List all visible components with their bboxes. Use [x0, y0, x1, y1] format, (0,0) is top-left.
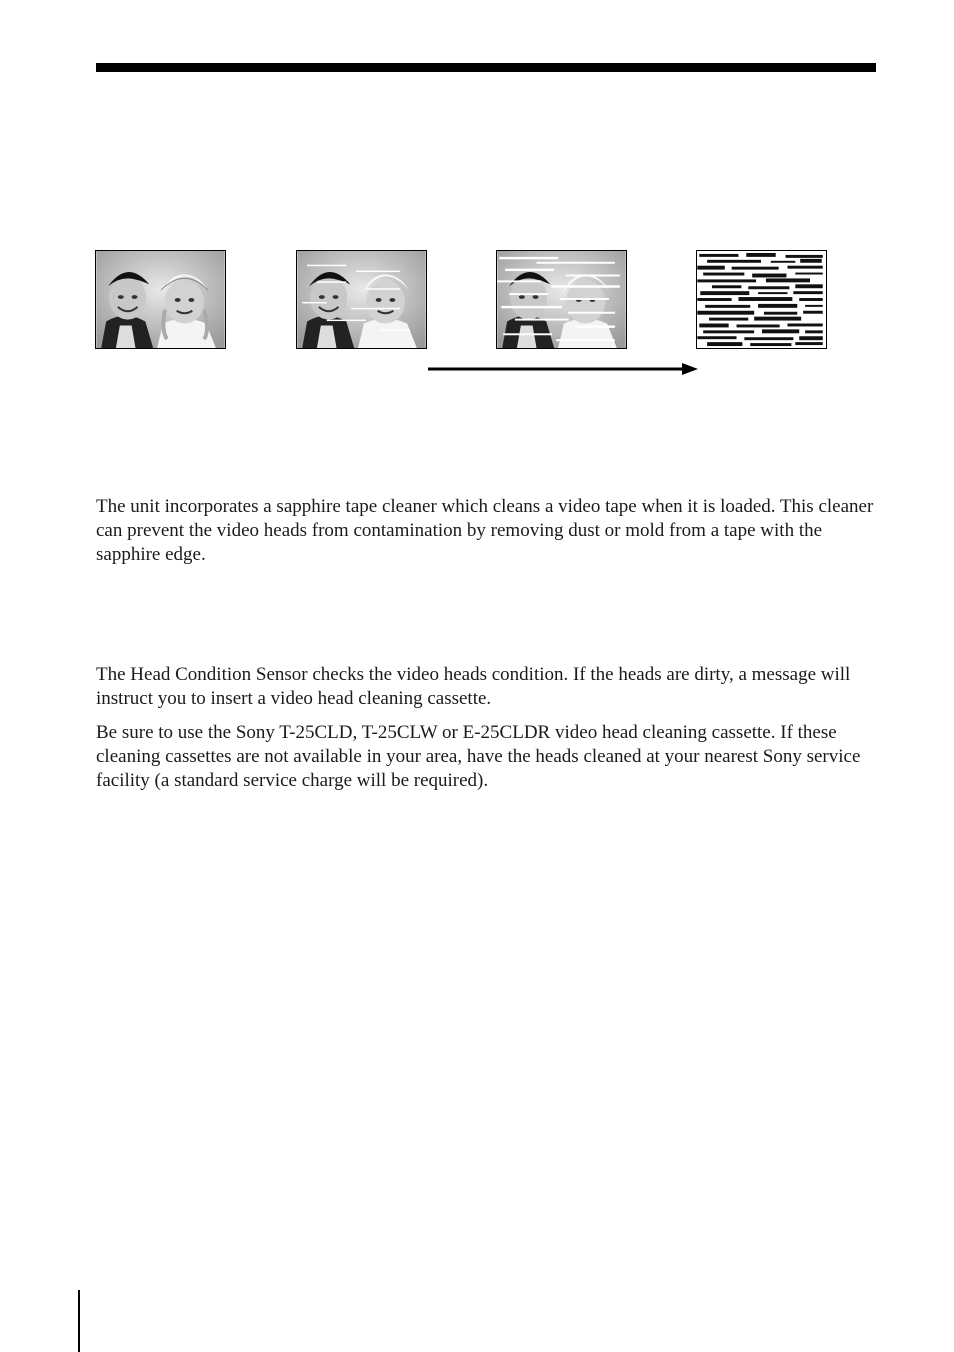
- picture-frame-snow-noise: [696, 250, 827, 349]
- progression-arrow-icon: [428, 362, 698, 376]
- top-rule: [96, 63, 876, 72]
- picture-frame-clean: [95, 250, 226, 349]
- kids-photo-clean-image: [96, 251, 225, 348]
- kids-photo-heavy-noise-image: [497, 251, 626, 348]
- snow-noise-image: [697, 251, 826, 348]
- picture-frame-heavy-noise: [496, 250, 627, 349]
- kids-photo-slight-noise-image: [297, 251, 426, 348]
- head-condition-sensor-paragraph: The Head Condition Sensor checks the video heads condition. If the heads are dirty, a message will instruct you to insert a video head cleaning cassette.: [96, 664, 851, 709]
- margin-rule: [78, 1290, 80, 1352]
- sony-cleaning-cassette-paragraph: Be sure to use the Sony T-25CLD, T-25CLW or E-25CLDR video head cleaning cassette. If these cleaning cassettes are not available in your area, have the heads cleaned at your nearest Sony service facility (a standard service charge will be required).: [96, 722, 861, 791]
- tape-cleaner-paragraph: The unit incorporates a sapphire tape cleaner which cleans a video tape when it is loaded. This cleaner can prevent the video heads from contamination by removing dust or mold from a tape with the sapphire edge.: [96, 496, 874, 565]
- picture-frame-slight-noise: [296, 250, 427, 349]
